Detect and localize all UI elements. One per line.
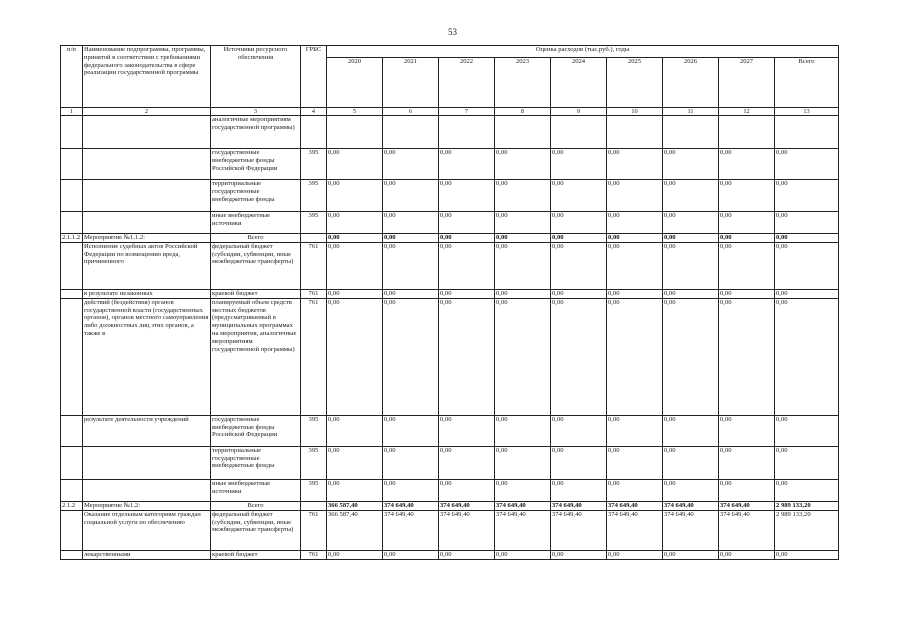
row-value: 0,00 <box>663 415 719 446</box>
row-value: 0,00 <box>719 550 775 559</box>
table-row <box>61 289 839 298</box>
header-np: п/п <box>61 46 83 108</box>
row-value: 0,00 <box>495 212 551 234</box>
row-name: результате деятельности учреждений <box>83 415 211 446</box>
column-number-7: 8 <box>495 108 551 116</box>
budget-table <box>60 45 839 560</box>
row-value: 0,00 <box>719 234 775 243</box>
row-value: 0,00 <box>551 149 607 180</box>
row-value: 0,00 <box>551 180 607 212</box>
table-row <box>61 149 839 180</box>
row-value: 0,00 <box>607 289 663 298</box>
row-value: 0,00 <box>327 180 383 212</box>
row-name <box>83 446 211 479</box>
row-value: 0,00 <box>719 446 775 479</box>
row-value: 0,00 <box>327 446 383 479</box>
row-value: 0,00 <box>551 446 607 479</box>
row-value: 0,00 <box>663 180 719 212</box>
row-value: 0,00 <box>663 298 719 415</box>
table-row <box>61 479 839 501</box>
row-name <box>83 149 211 180</box>
row-value: 0,00 <box>439 289 495 298</box>
row-np <box>61 446 83 479</box>
column-number-1: 2 <box>83 108 211 116</box>
row-value: 0,00 <box>775 234 839 243</box>
table-row <box>61 501 839 510</box>
header-estimate: Оценка расходов (тыс.руб.), годы <box>327 46 839 58</box>
row-value: 0,00 <box>663 446 719 479</box>
row-value: 0,00 <box>327 149 383 180</box>
row-value: 2 989 133,20 <box>775 501 839 510</box>
row-source: федеральный бюджет (субсидии, субвенции, иные межбюджетные трансферты) <box>211 510 301 550</box>
row-grbs: 761 <box>301 298 327 415</box>
row-value: 374 649,40 <box>607 501 663 510</box>
row-value: 0,00 <box>719 289 775 298</box>
row-value: 0,00 <box>383 149 439 180</box>
row-value: 0,00 <box>383 479 439 501</box>
row-value: 0,00 <box>383 289 439 298</box>
row-source: государственные внебюджетные фонды Российской Федерации <box>211 415 301 446</box>
row-value: 0,00 <box>327 479 383 501</box>
row-value <box>551 116 607 149</box>
row-value: 0,00 <box>327 298 383 415</box>
row-value: 0,00 <box>775 479 839 501</box>
row-value: 0,00 <box>551 415 607 446</box>
row-value: 374 649,40 <box>663 510 719 550</box>
row-grbs: 395 <box>301 149 327 180</box>
row-value: 0,00 <box>439 242 495 289</box>
row-value: 0,00 <box>439 149 495 180</box>
row-value: 374 649,40 <box>495 510 551 550</box>
row-source: краевой бюджет <box>211 289 301 298</box>
row-value: 0,00 <box>383 234 439 243</box>
row-grbs: 761 <box>301 242 327 289</box>
header-year-8: Всего <box>775 58 839 108</box>
row-name: в результате незаконных <box>83 289 211 298</box>
row-value: 0,00 <box>327 242 383 289</box>
row-grbs: 761 <box>301 550 327 559</box>
row-value: 0,00 <box>663 479 719 501</box>
row-value: 0,00 <box>775 446 839 479</box>
row-value: 0,00 <box>383 212 439 234</box>
row-name: лекарственными <box>83 550 211 559</box>
row-value: 0,00 <box>439 180 495 212</box>
row-np <box>61 510 83 550</box>
row-source: иные внебюджетные источники <box>211 479 301 501</box>
row-value <box>327 116 383 149</box>
row-value: 0,00 <box>719 479 775 501</box>
row-grbs: 395 <box>301 212 327 234</box>
row-name: Оказание отдельным категориям граждан социальной услуги по обеспечению <box>83 510 211 550</box>
row-value: 0,00 <box>719 212 775 234</box>
row-value: 374 649,40 <box>663 501 719 510</box>
row-value: 0,00 <box>663 242 719 289</box>
row-value: 0,00 <box>775 289 839 298</box>
row-value <box>719 116 775 149</box>
row-name: действий (бездействия) органов государственной власти (государственных органов), органов местного самоуправления либо должностных лиц этих органов, а также в <box>83 298 211 415</box>
row-np: 2.1.2 <box>61 501 83 510</box>
row-value: 0,00 <box>607 550 663 559</box>
row-value: 374 649,40 <box>383 510 439 550</box>
table-row <box>61 550 839 559</box>
row-grbs: 395 <box>301 180 327 212</box>
row-source: государственные внебюджетные фонды Российской Федерации <box>211 149 301 180</box>
row-grbs <box>301 116 327 149</box>
row-name: Мероприятие №1.2: <box>83 501 211 510</box>
header-year-3: 2023 <box>495 58 551 108</box>
header-year-6: 2026 <box>663 58 719 108</box>
row-name: Мероприятие №1.1.2: <box>83 234 211 243</box>
row-value: 0,00 <box>607 242 663 289</box>
row-value: 0,00 <box>607 479 663 501</box>
column-number-0: 1 <box>61 108 83 116</box>
row-value: 0,00 <box>327 234 383 243</box>
row-value: 0,00 <box>719 149 775 180</box>
row-value: 374 649,40 <box>495 501 551 510</box>
row-value: 0,00 <box>495 242 551 289</box>
header-year-0: 2020 <box>327 58 383 108</box>
row-value: 0,00 <box>607 415 663 446</box>
column-number-11: 12 <box>719 108 775 116</box>
row-value: 0,00 <box>775 298 839 415</box>
table-row <box>61 298 839 415</box>
row-value: 0,00 <box>719 415 775 446</box>
row-value: 0,00 <box>607 446 663 479</box>
column-number-10: 11 <box>663 108 719 116</box>
row-value: 366 587,40 <box>327 501 383 510</box>
row-source: Всего <box>211 501 301 510</box>
row-value: 0,00 <box>663 550 719 559</box>
header-year-4: 2024 <box>551 58 607 108</box>
row-value: 0,00 <box>607 180 663 212</box>
row-value: 0,00 <box>439 212 495 234</box>
row-source: территориальные государственные внебюджетные фонды <box>211 180 301 212</box>
row-value: 0,00 <box>383 550 439 559</box>
row-value: 0,00 <box>439 415 495 446</box>
row-np <box>61 550 83 559</box>
row-value <box>663 116 719 149</box>
row-value: 374 649,40 <box>719 510 775 550</box>
row-name: Исполнение судебных актов Российской Федерации по возмещению вреда, причиненного <box>83 242 211 289</box>
row-value: 374 649,40 <box>439 510 495 550</box>
row-name <box>83 116 211 149</box>
row-source: территориальные государственные внебюджетные фонды <box>211 446 301 479</box>
row-source: аналогичные мероприятиям государственной программы) <box>211 116 301 149</box>
row-grbs: 395 <box>301 415 327 446</box>
row-grbs: 761 <box>301 510 327 550</box>
row-value: 0,00 <box>663 289 719 298</box>
row-value: 374 649,40 <box>551 501 607 510</box>
row-np <box>61 479 83 501</box>
row-value <box>775 116 839 149</box>
row-grbs: 395 <box>301 479 327 501</box>
row-value: 0,00 <box>495 550 551 559</box>
row-value: 0,00 <box>551 242 607 289</box>
row-value <box>495 116 551 149</box>
row-value: 374 649,40 <box>383 501 439 510</box>
row-grbs: 761 <box>301 289 327 298</box>
column-number-5: 6 <box>383 108 439 116</box>
row-grbs: 395 <box>301 446 327 479</box>
row-np <box>61 149 83 180</box>
row-source: Всего <box>211 234 301 243</box>
row-value: 0,00 <box>775 149 839 180</box>
row-value: 0,00 <box>495 289 551 298</box>
table-row <box>61 234 839 243</box>
row-value: 0,00 <box>439 234 495 243</box>
table-row <box>61 242 839 289</box>
row-value <box>439 116 495 149</box>
row-value: 0,00 <box>495 234 551 243</box>
header-grbs: ГРБС <box>301 46 327 108</box>
page-number: 53 <box>448 27 457 37</box>
row-value <box>383 116 439 149</box>
row-value: 0,00 <box>439 446 495 479</box>
row-np: 2.1.1.2 <box>61 234 83 243</box>
row-value: 0,00 <box>383 446 439 479</box>
row-value: 0,00 <box>551 298 607 415</box>
row-value: 0,00 <box>327 289 383 298</box>
column-number-12: 13 <box>775 108 839 116</box>
row-value: 0,00 <box>551 234 607 243</box>
row-np <box>61 180 83 212</box>
row-value: 0,00 <box>775 242 839 289</box>
column-number-4: 5 <box>327 108 383 116</box>
row-value: 0,00 <box>439 479 495 501</box>
row-value <box>607 116 663 149</box>
row-value: 0,00 <box>607 234 663 243</box>
row-np <box>61 289 83 298</box>
row-value: 0,00 <box>775 415 839 446</box>
column-number-6: 7 <box>439 108 495 116</box>
row-value: 0,00 <box>607 212 663 234</box>
row-name <box>83 479 211 501</box>
row-value: 0,00 <box>495 149 551 180</box>
row-np <box>61 242 83 289</box>
row-source: краевой бюджет <box>211 550 301 559</box>
row-value: 0,00 <box>327 212 383 234</box>
row-value: 0,00 <box>439 298 495 415</box>
row-value: 0,00 <box>719 180 775 212</box>
row-value: 0,00 <box>551 212 607 234</box>
row-value: 0,00 <box>551 289 607 298</box>
row-name <box>83 180 211 212</box>
row-value: 0,00 <box>495 298 551 415</box>
row-value: 0,00 <box>383 415 439 446</box>
row-value: 0,00 <box>663 212 719 234</box>
row-value: 0,00 <box>495 446 551 479</box>
table-row <box>61 180 839 212</box>
table-row <box>61 415 839 446</box>
row-np <box>61 116 83 149</box>
header-name: Наименование подпрограммы, программы, принятой в соответствии с требованиями федерального законодательства в сфере реализации государственной программы <box>83 46 211 108</box>
row-value: 374 649,40 <box>607 510 663 550</box>
header-source: Источники ресурсного обеспечения <box>211 46 301 108</box>
row-value: 0,00 <box>551 550 607 559</box>
row-value: 0,00 <box>495 479 551 501</box>
row-value: 0,00 <box>607 149 663 180</box>
row-value: 0,00 <box>663 234 719 243</box>
row-value: 0,00 <box>775 550 839 559</box>
row-value: 0,00 <box>719 298 775 415</box>
table-row <box>61 446 839 479</box>
row-value: 0,00 <box>383 242 439 289</box>
column-number-2: 3 <box>211 108 301 116</box>
row-value: 366 587,40 <box>327 510 383 550</box>
row-source: федеральный бюджет (субсидии, субвенции, иные межбюджетные трансферты) <box>211 242 301 289</box>
row-value: 0,00 <box>327 415 383 446</box>
row-value: 0,00 <box>775 180 839 212</box>
header-year-5: 2025 <box>607 58 663 108</box>
row-value: 0,00 <box>495 180 551 212</box>
row-value: 374 649,40 <box>719 501 775 510</box>
row-value: 0,00 <box>495 415 551 446</box>
column-number-8: 9 <box>551 108 607 116</box>
row-np <box>61 212 83 234</box>
row-source: планируемый объем средств местных бюджетов (предусматриваемый в муниципальных программах на мероприятия, аналогичные мероприятиям государственной программы) <box>211 298 301 415</box>
row-np <box>61 415 83 446</box>
row-value: 0,00 <box>383 180 439 212</box>
row-value: 374 649,40 <box>551 510 607 550</box>
header-year-7: 2027 <box>719 58 775 108</box>
row-value: 374 649,40 <box>439 501 495 510</box>
column-number-3: 4 <box>301 108 327 116</box>
row-value: 0,00 <box>607 298 663 415</box>
table-row <box>61 212 839 234</box>
row-value: 0,00 <box>327 550 383 559</box>
row-value: 0,00 <box>775 212 839 234</box>
row-source: иные внебюджетные источники <box>211 212 301 234</box>
row-value: 0,00 <box>551 479 607 501</box>
row-grbs <box>301 501 327 510</box>
row-value: 0,00 <box>439 550 495 559</box>
header-year-2: 2022 <box>439 58 495 108</box>
row-value: 0,00 <box>719 242 775 289</box>
row-grbs <box>301 234 327 243</box>
table-row <box>61 116 839 149</box>
row-name <box>83 212 211 234</box>
table-row <box>61 510 839 550</box>
column-number-9: 10 <box>607 108 663 116</box>
row-value: 0,00 <box>383 298 439 415</box>
row-np <box>61 298 83 415</box>
header-year-1: 2021 <box>383 58 439 108</box>
row-value: 0,00 <box>663 149 719 180</box>
row-value: 2 989 133,20 <box>775 510 839 550</box>
